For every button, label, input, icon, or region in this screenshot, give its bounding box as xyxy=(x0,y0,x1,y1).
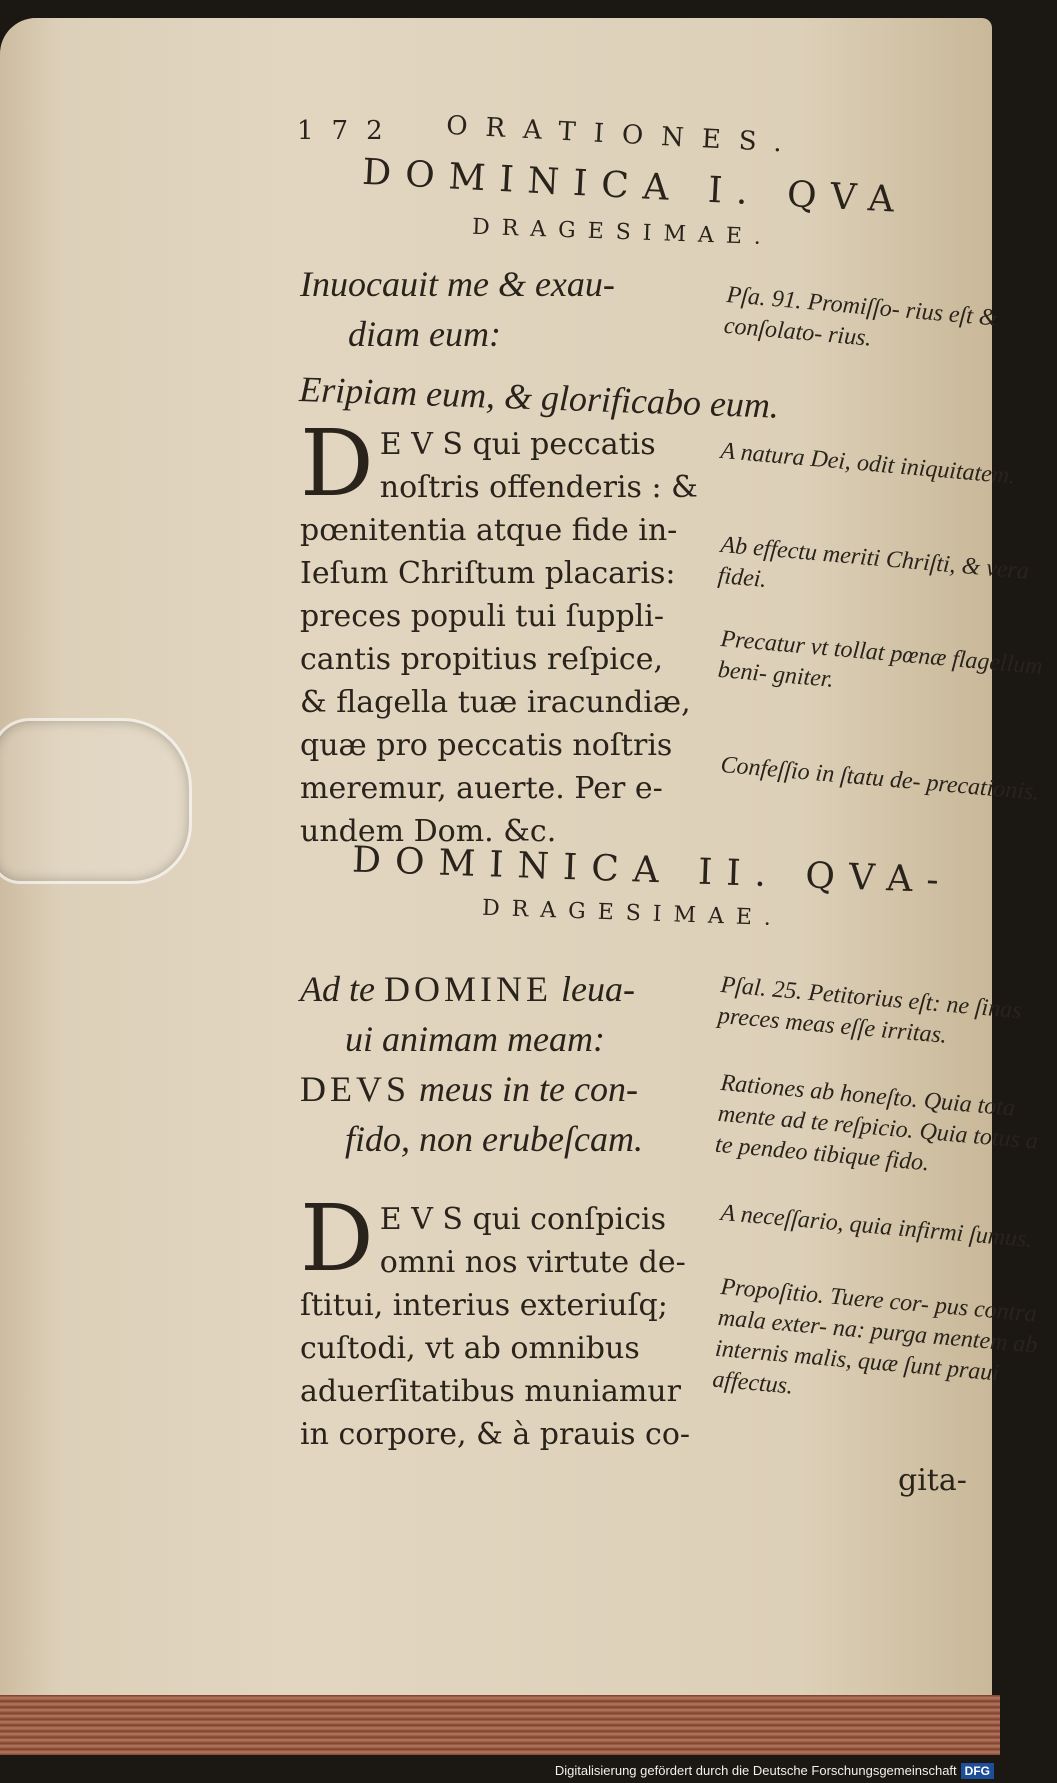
prayer-line: cuſtodi, vt ab omnibus xyxy=(300,1331,640,1366)
prayer-line: quæ pro peccatis noſtris xyxy=(300,728,673,763)
marginal-note: Ab effectu meriti Chriſti, & vera fidei. xyxy=(716,531,1030,594)
prayer-line: E V S qui conſpicis xyxy=(379,1202,667,1237)
marginal-note: Pſa. 91. Promiſſo- rius eſt & conſolato- rius. xyxy=(722,281,999,352)
marginal-note: Pſal. 25. Petitorius eſt: ne ſinas preces meas eſſe irritas. xyxy=(716,971,1023,1049)
catchword: gita- xyxy=(898,1463,967,1498)
section2-verse-line: fido, non erubeſcam. xyxy=(345,1119,643,1159)
marginal-note: Rationes ab honeſto. Quia tota mente ad te reſpicio. Quia totus a te pendeo tibique fido. xyxy=(714,1069,1039,1177)
prayer-line: pœnitentia atque fide in- xyxy=(300,513,678,548)
verse-word: Ad te xyxy=(300,969,375,1009)
marginal-note: Confeſſio in ſtatu de- precationis. xyxy=(719,751,1041,806)
verse-word: DEVS xyxy=(300,1069,411,1109)
marginal-note: A neceſſario, quia infirmi ſumus. xyxy=(719,1199,1034,1254)
book-clip xyxy=(0,718,192,884)
marginal-note: Precatur vt tollat pœnæ flagellum beni- gniter. xyxy=(716,625,1044,693)
book-page xyxy=(0,18,1044,1753)
prayer-line: aduerſitatibus muniamur xyxy=(300,1374,681,1409)
prayer-line: in corpore, & à prauis co- xyxy=(300,1417,691,1452)
running-title: ORATIONES. xyxy=(445,110,801,160)
verse-word: leua- xyxy=(560,969,635,1009)
prayer-line: & flagella tuæ iracundiæ, xyxy=(300,685,691,720)
dfg-logo: DFG xyxy=(961,1763,994,1779)
prayer-line: meremur, auerte. Per e- xyxy=(300,771,663,806)
section2-heading: DOMINICA II. QVA- xyxy=(351,839,954,902)
section1-prayer xyxy=(300,410,700,853)
footer-text: Digitalisierung gefördert durch die Deutsche Forschungsgemeinschaft xyxy=(554,1763,957,1778)
section2-prayer xyxy=(300,1185,700,1456)
marginal-note: Propoſitio. Tuere cor- pus contra mala exter- na: purga mentem ab internis malis, quæ ſunt praui affectus. xyxy=(711,1273,1039,1400)
prayer-line: omni nos virtute de- xyxy=(379,1245,686,1280)
section1-subheading: DRAGESIMAE. xyxy=(471,214,774,251)
section1-verse-line: diam eum: xyxy=(348,314,501,354)
prayer-line: noſtris offenderis : & xyxy=(379,470,698,505)
section2-verse-line xyxy=(300,1068,638,1110)
drop-cap: D xyxy=(300,410,374,517)
marginal-note: A natura Dei, odit iniquitatem. xyxy=(719,437,1017,490)
prayer-line: ſtitui, interius exteriuſq; xyxy=(300,1288,668,1323)
digitization-footer xyxy=(555,1763,994,1779)
page-edge-bottom xyxy=(0,1695,1000,1755)
prayer-line: preces populi tui ſuppli- xyxy=(300,599,664,634)
verse-word: DOMINE xyxy=(383,969,552,1009)
drop-cap: D xyxy=(300,1185,374,1292)
section1-heading: DOMINICA I. QVA xyxy=(361,151,910,222)
prayer-line: E V S qui peccatis xyxy=(379,427,656,462)
page-number: 172 xyxy=(297,116,401,146)
section1-verse-line: Eripiam eum, & glorificabo eum. xyxy=(298,368,780,426)
prayer-line: undem Dom. &c. xyxy=(300,814,557,849)
section2-verse-line: ui animam meam: xyxy=(345,1019,605,1059)
verse-word: meus in te con- xyxy=(419,1069,638,1109)
section1-verse-line: Inuocauit me & exau- xyxy=(300,264,615,304)
prayer-line: Ieſum Chriſtum placaris: xyxy=(300,556,676,591)
section2-verse-line xyxy=(300,968,635,1010)
prayer-line: cantis propitius reſpice, xyxy=(300,642,663,677)
section2-subheading: DRAGESIMAE. xyxy=(481,895,784,932)
